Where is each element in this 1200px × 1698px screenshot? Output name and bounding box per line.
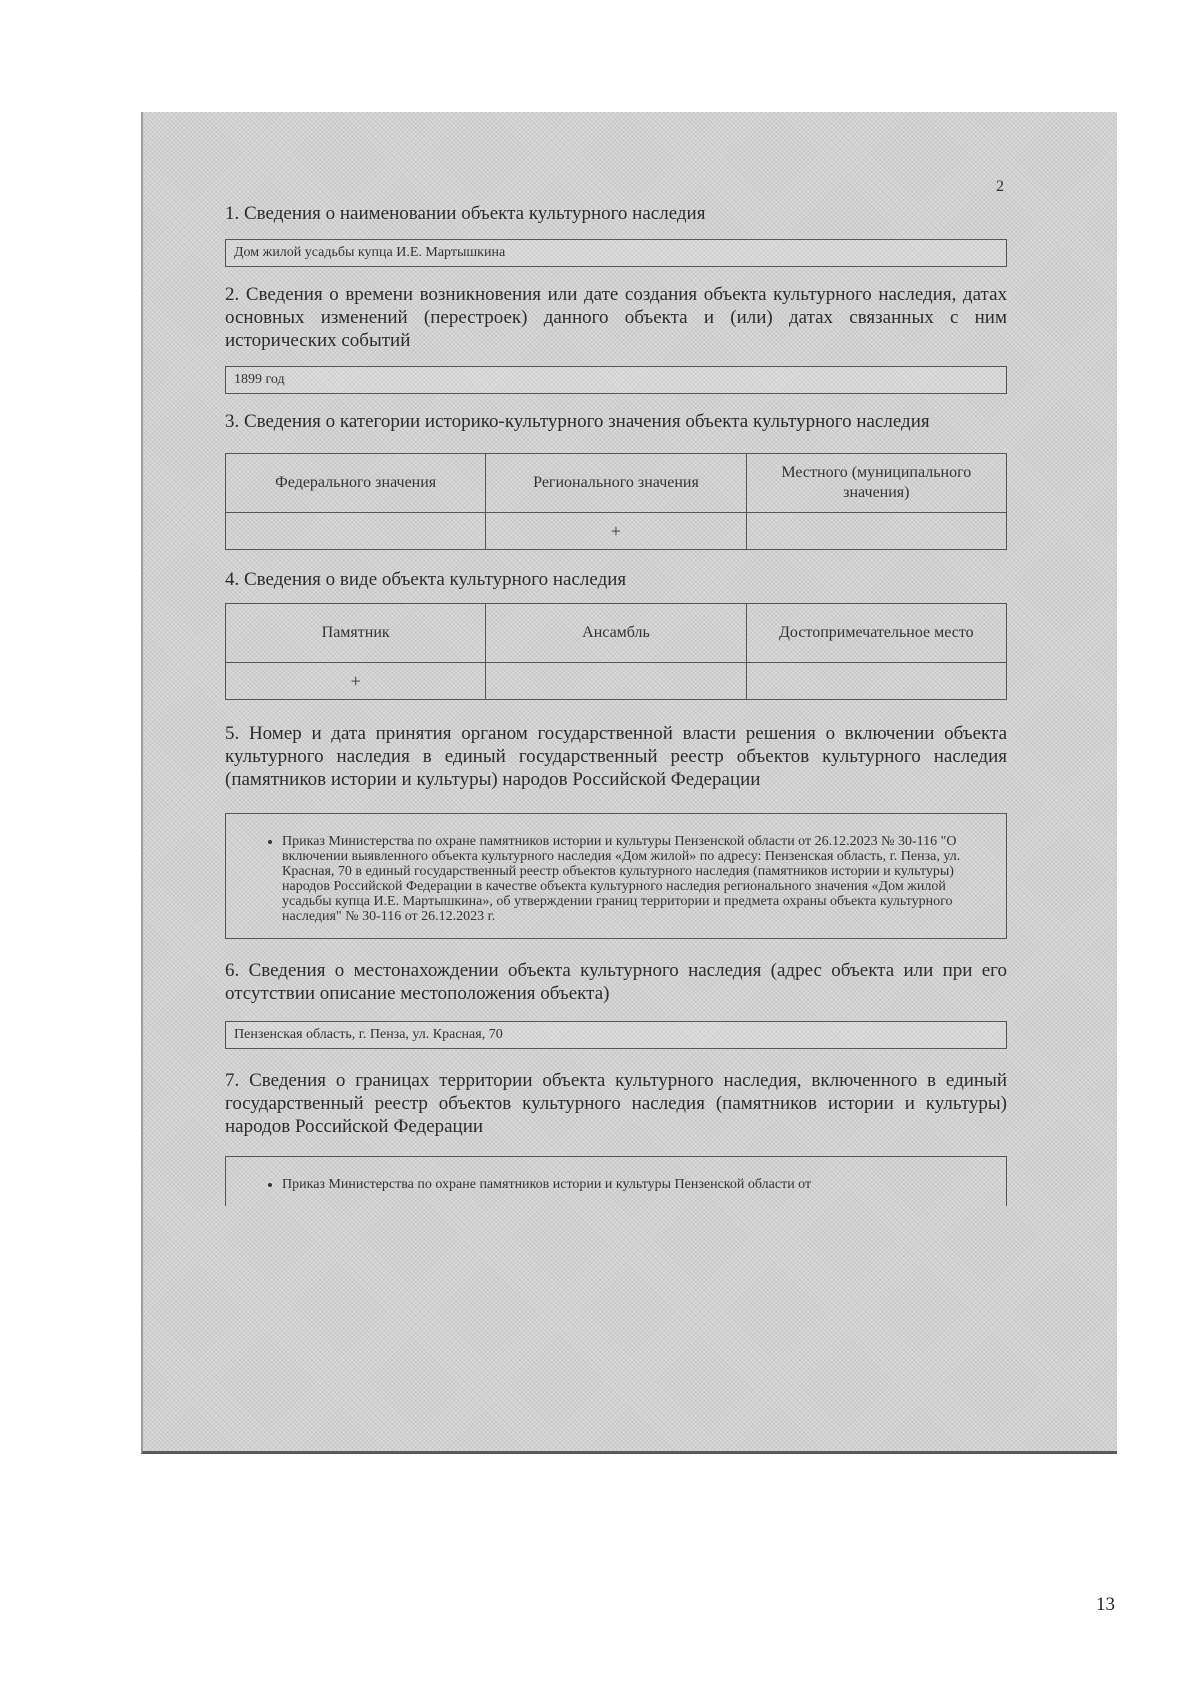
scanned-page [141,112,1117,1454]
category-federal-header: Федерального значения [226,454,486,513]
section-3-heading: 3. Сведения о категории историко-культурного значения объекта культурного наследия [225,411,930,432]
address-box: Пензенская область, г. Пенза, ул. Красная, 70 [225,1021,1007,1049]
territory-boundaries-list [266,1177,992,1192]
section-5-heading: 5. Номер и дата принятия органом государственной власти решения о включении объекта культурного наследия в единый государственный реестр объектов культурного наследия (памятников истории и культуры) народов Российской Федерации [225,723,1007,790]
document-content [225,202,1007,1206]
category-local-header: Местного (муниципального значения) [746,454,1006,513]
registry-decision-item: • Приказ Министерства по охране памятников истории и культуры Пензенской области от 26.12.2023 № 30-116 "О включении выявленного объекта культурного наследия «Дом жилой» по адресу: Пензенская область, г. Пенза, ул. Красная, 70 в единый государственный реестр объектов культурного наследия (памятников истории и культуры) народов Российской Федерации в качестве объекта культурного наследия регионального значения «Дом жилой усадьбы купца И.Е. Мартышкина», об утверждении границ территории и предмета охраны объекта культурного наследия" № 30-116 от 26.12.2023 г. [282,834,992,924]
creation-date-box: 1899 год [225,366,1007,394]
registry-decision-box [225,813,1007,939]
type-landmark-header: Достопримечательное место [746,604,1006,663]
type-monument-value: + [226,663,486,700]
inner-page-number: 2 [996,178,1004,195]
section-2-heading: 2. Сведения о времени возникновения или дате создания объекта культурного наследия, датах основных изменений (перестроек) данного объекта и (или) датах связанных с ним исторических событий [225,284,1007,351]
type-ensemble-value [486,663,746,700]
territory-boundaries-item: • Приказ Министерства по охране памятников истории и культуры Пензенской области от [282,1177,992,1192]
section-7-heading: 7. Сведения о границах территории объекта культурного наследия, включенного в единый государственный реестр объектов культурного наследия (памятников истории и культуры) народов Российской Федерации [225,1070,1007,1137]
type-table [225,603,1007,700]
category-local-value [746,513,1006,550]
category-table [225,453,1007,550]
type-landmark-value [746,663,1006,700]
territory-boundaries-box [225,1156,1007,1206]
registry-decision-list [266,834,992,924]
section-6-heading: 6. Сведения о местонахождении объекта культурного наследия (адрес объекта или при его отсутствии описание местоположения объекта) [225,960,1007,1004]
category-regional-value: + [486,513,746,550]
type-monument-header: Памятник [226,604,486,663]
object-name-box: Дом жилой усадьбы купца И.Е. Мартышкина [225,239,1007,267]
type-ensemble-header: Ансамбль [486,604,746,663]
section-1-heading: 1. Сведения о наименовании объекта культурного наследия [225,203,706,224]
category-regional-header: Регионального значения [486,454,746,513]
category-federal-value [226,513,486,550]
page-number: 13 [1096,1594,1115,1615]
section-4-heading: 4. Сведения о виде объекта культурного наследия [225,569,627,590]
